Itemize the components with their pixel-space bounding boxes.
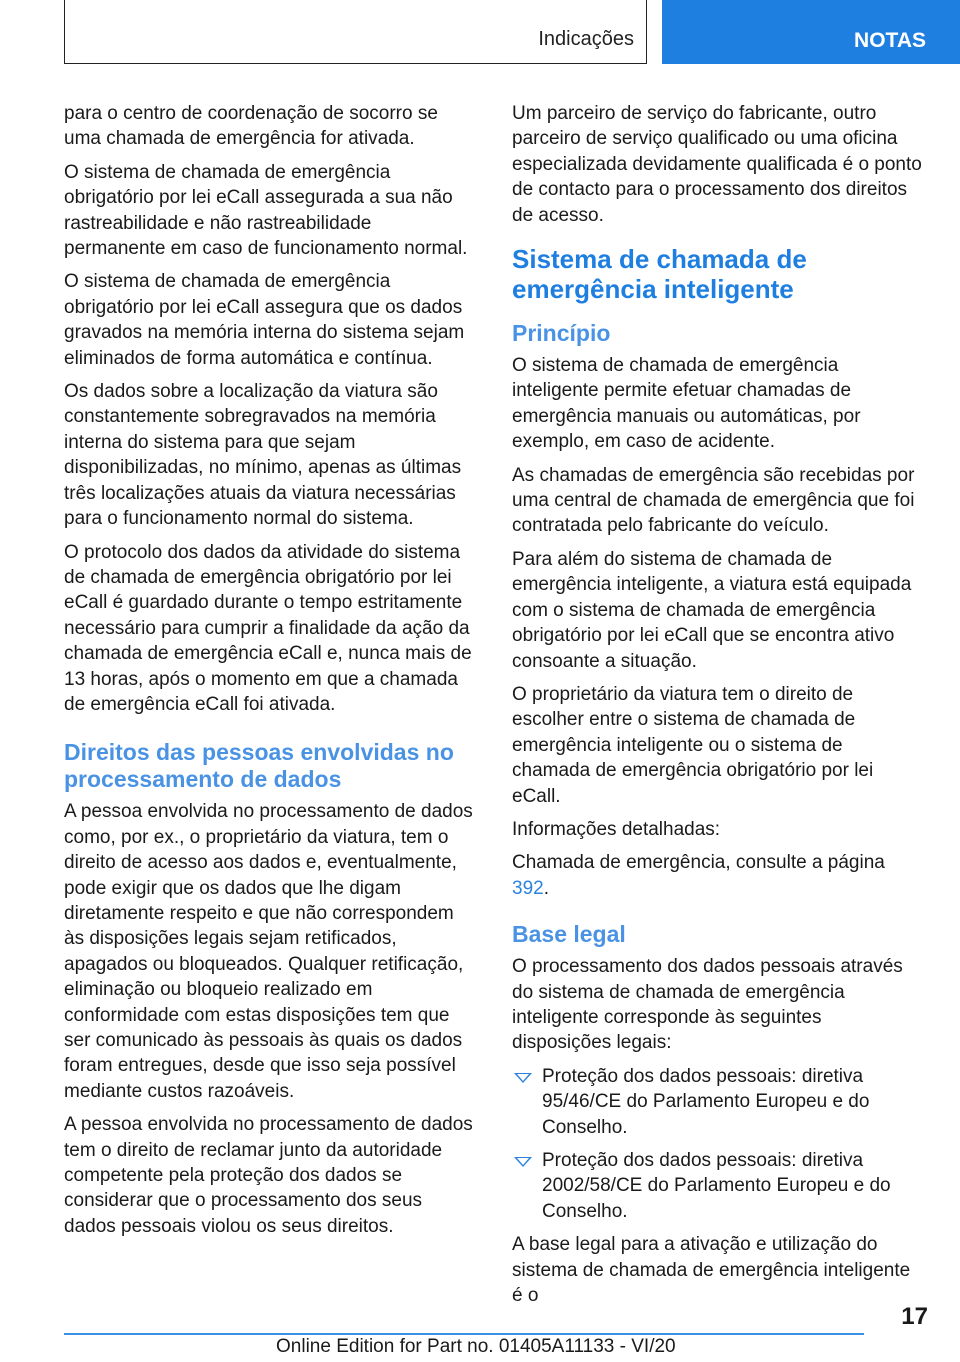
paragraph: O sistema de chamada de emergência obrigatório por lei eCall assegurada a sua não rastreabilidade e não rastreabilidade permanente em caso de funcionamento normal. bbox=[64, 161, 468, 260]
paragraph: O protocolo dos dados da atividade do sistema de chamada de emergência obrigatório por lei eCall é guardado durante o tempo estritamente necessário para cumprir a finalidade da ação da chamada de emergência eCall e, nunca mais de 13 horas, após o momento em que a chamada de emergência eCall foi ativada. bbox=[64, 541, 472, 715]
left-column bbox=[64, 101, 478, 1247]
triangle-bullet-icon bbox=[514, 1073, 532, 1083]
paragraph: O sistema de chamada de emergência inteligente permite efetuar chamadas de emergência manuais ou automáticas, por exemplo, em caso de acidente. bbox=[512, 355, 861, 453]
footer-divider bbox=[64, 1333, 864, 1335]
crossref-end: . bbox=[543, 877, 549, 899]
footer-edition: Online Edition for Part no. 01405A11133 - VI/20 bbox=[276, 1336, 676, 1357]
paragraph: O sistema de chamada de emergência obrigatório por lei eCall assegura que os dados gravados na memória interna do sistema sejam eliminados de forma automática e contínua. bbox=[64, 271, 465, 369]
heading-rights: Direitos das pessoas envolvidas no processamento de dados bbox=[64, 739, 454, 793]
list-item-text: Proteção dos dados pessoais: diretiva 2002/58/CE do Parlamento Europeu e do Conselho. bbox=[542, 1150, 891, 1222]
paragraph: O processamento dos dados pessoais através do sistema de chamada de emergência inteligente corresponde às seguintes disposições legais: bbox=[512, 956, 903, 1054]
right-column bbox=[512, 101, 926, 1316]
triangle-bullet-icon bbox=[514, 1157, 532, 1167]
list-item bbox=[512, 1064, 926, 1140]
list-item-text: Proteção dos dados pessoais: diretiva 95/46/CE do Parlamento Europeu e do Conselho. bbox=[542, 1065, 870, 1138]
crossref-text: Chamada de emergência, consulte a página bbox=[512, 852, 885, 874]
paragraph: A pessoa envolvida no processamento de dados como, por ex., o proprietário da viatura, tem o direito de acesso aos dados e, eventualmente, pode exigir que os dados que lhe digam diretamente respeito e que não correspondem às disposições legais sejam retificados, apagados ou bloqueados. Qualquer retificação, eliminação ou bloqueio realizado em conformidade com estas disposições tem que ser comunicado às pessoais às quais os dados foram entregues, desde que isso seja possível mediante custos razoáveis. bbox=[64, 801, 473, 1102]
heading-principle: Princípio bbox=[512, 320, 611, 347]
paragraph: Os dados sobre a localização da viatura são constantemente sobregravados na memória interna do sistema para que sejam disponibilizadas, no mínimo, apenas as últimas três localizações atuais da viatura necessárias para o funcionamento normal do sistema. bbox=[64, 381, 462, 530]
chapter-tab[interactable] bbox=[662, 0, 960, 64]
paragraph: A base legal para a ativação e utilização do sistema de chamada de emergência inteligente é o bbox=[512, 1234, 911, 1307]
paragraph: para o centro de coordenação de socorro se uma chamada de emergência for ativada. bbox=[64, 103, 438, 150]
paragraph: Para além do sistema de chamada de emergência inteligente, a viatura está equipada com o sistema de chamada de emergência obrigatório por lei eCall que se encontra ativo consoante a situação. bbox=[512, 548, 912, 672]
section-title: Indicações bbox=[538, 28, 634, 50]
list-item bbox=[512, 1148, 926, 1224]
heading-legal-basis: Base legal bbox=[512, 921, 626, 948]
chapter-tab-label: NOTAS bbox=[854, 29, 926, 52]
paragraph-crossref bbox=[512, 850, 926, 901]
page-number: 17 bbox=[901, 1303, 928, 1330]
paragraph: As chamadas de emergência são recebidas por uma central de chamada de emergência que foi contratada pelo fabricante do veículo. bbox=[512, 464, 915, 537]
paragraph: O proprietário da viatura tem o direito de escolher entre o sistema de chamada de emergência inteligente ou o sistema de chamada de emergência obrigatório por lei eCall. bbox=[512, 683, 874, 807]
page-link[interactable]: 392 bbox=[512, 877, 544, 899]
paragraph: A pessoa envolvida no processamento de dados tem o direito de reclamar junto da autoridade competente pela proteção dos dados se considerar que o processamento dos seus dados pessoais violou os seus direitos. bbox=[64, 1114, 473, 1237]
paragraph: Informações detalhadas: bbox=[512, 818, 721, 840]
heading-intelligent-emergency-call: Sistema de chamada de emergência inteligente bbox=[512, 244, 807, 305]
paragraph: Um parceiro de serviço do fabricante, outro parceiro de serviço qualificado ou uma oficina especializada devidamente qualificada é o ponto de contacto para o processamento dos direitos de acesso. bbox=[512, 103, 922, 226]
